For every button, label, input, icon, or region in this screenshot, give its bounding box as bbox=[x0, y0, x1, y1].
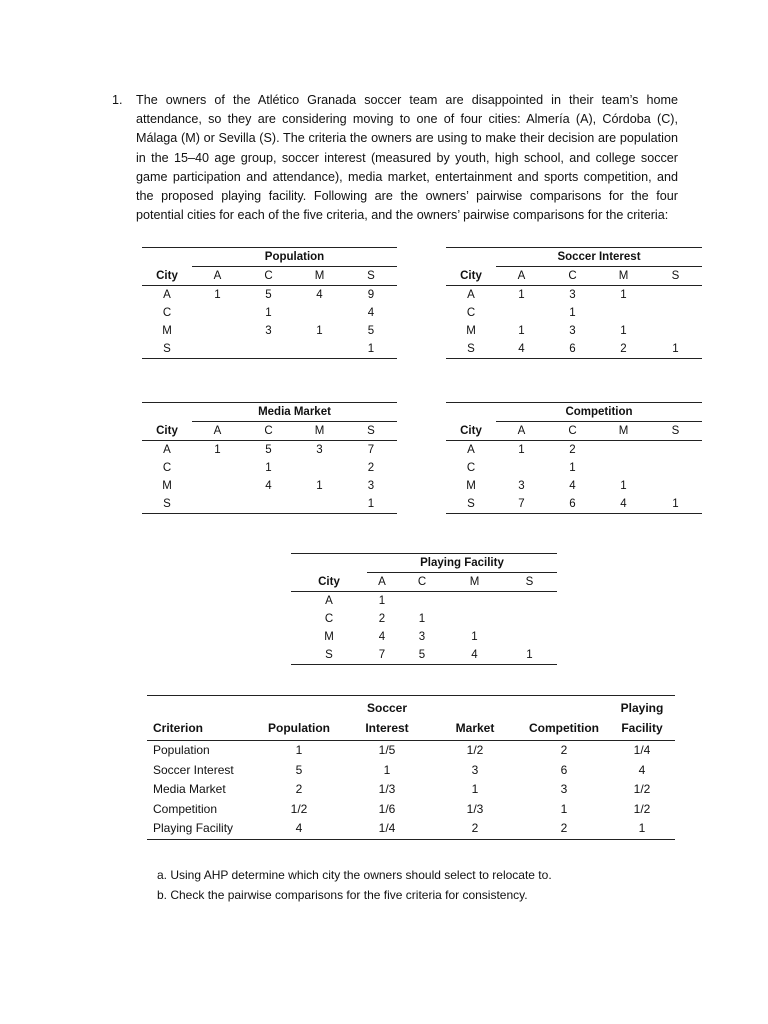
table-cell bbox=[502, 610, 557, 628]
column-header: M bbox=[598, 267, 649, 286]
table-cell: 5 bbox=[397, 646, 447, 665]
table-cell: 2 bbox=[431, 819, 519, 839]
row-city: M bbox=[466, 325, 476, 337]
table-row bbox=[446, 304, 702, 322]
table-cell: 3 bbox=[316, 444, 323, 456]
table-row bbox=[142, 340, 397, 359]
table-cell bbox=[192, 459, 243, 477]
table-cell bbox=[502, 628, 557, 646]
table-cell: 1 bbox=[560, 801, 568, 816]
row-criterion: Media Market bbox=[153, 782, 226, 796]
table-title: Competition bbox=[496, 403, 702, 422]
population-table bbox=[142, 247, 397, 359]
row-city: S bbox=[446, 495, 496, 514]
row-criterion: Population bbox=[153, 743, 210, 757]
table-cell: 2 bbox=[295, 782, 303, 796]
table-cell: 1/4 bbox=[343, 819, 431, 839]
table-row bbox=[147, 819, 675, 839]
table-cell: 9 bbox=[367, 289, 375, 301]
column-header: A bbox=[367, 573, 397, 592]
table-cell: 1/2 bbox=[633, 782, 651, 796]
column-header: C bbox=[243, 422, 294, 441]
table-cell: 4 bbox=[496, 340, 547, 359]
row-criterion: Playing Facility bbox=[147, 819, 255, 839]
table-cell: 1 bbox=[265, 307, 272, 319]
row-city: C bbox=[466, 462, 476, 474]
table-cell: 1/2 bbox=[290, 801, 308, 816]
table-cell: 3 bbox=[518, 480, 525, 492]
table-cell: 1 bbox=[418, 613, 426, 625]
column-header: Soccer Interest bbox=[343, 696, 431, 741]
row-city: M bbox=[162, 325, 172, 337]
problem-number: 1. bbox=[112, 93, 123, 107]
column-header: M bbox=[294, 422, 345, 441]
column-header: Market bbox=[431, 696, 519, 741]
table-cell: 3 bbox=[560, 782, 568, 796]
table-cell bbox=[502, 592, 557, 611]
table-row bbox=[147, 741, 675, 761]
table-row bbox=[142, 459, 397, 477]
table-cell: 1 bbox=[620, 289, 627, 301]
table-cell: 2 bbox=[378, 613, 386, 625]
row-city: C bbox=[162, 462, 172, 474]
table-title: Media Market bbox=[192, 403, 397, 422]
city-header: City bbox=[291, 573, 367, 592]
table-cell: 3 bbox=[471, 762, 479, 777]
question-b: b. Check the pairwise comparisons for the five criteria for consistency. bbox=[157, 888, 528, 902]
table-cell: 1/3 bbox=[466, 801, 484, 816]
table-cell bbox=[294, 459, 345, 477]
city-header: City bbox=[142, 422, 192, 441]
table-cell: 7 bbox=[367, 646, 397, 665]
table-title: Population bbox=[192, 248, 397, 267]
table-row bbox=[147, 761, 675, 781]
table-cell bbox=[649, 459, 702, 477]
row-city: M bbox=[162, 480, 172, 492]
row-city: A bbox=[163, 289, 171, 301]
table-cell bbox=[294, 495, 345, 514]
table-cell: 1 bbox=[378, 595, 386, 607]
table-row bbox=[142, 286, 397, 305]
column-header: A bbox=[496, 422, 547, 441]
table-cell: 1 bbox=[518, 289, 525, 301]
table-cell bbox=[243, 495, 294, 514]
table-cell bbox=[192, 477, 243, 495]
column-header: M bbox=[598, 422, 649, 441]
table-cell bbox=[649, 477, 702, 495]
table-cell: 4 bbox=[569, 480, 576, 492]
table-cell: 3 bbox=[418, 631, 426, 643]
column-header: S bbox=[345, 422, 397, 441]
table-cell: 1 bbox=[609, 819, 675, 839]
table-cell: 6 bbox=[547, 340, 598, 359]
row-city: C bbox=[466, 307, 476, 319]
table-cell: 4 bbox=[367, 307, 375, 319]
table-cell bbox=[598, 441, 649, 460]
table-cell: 3 bbox=[265, 325, 272, 337]
questions bbox=[157, 865, 552, 905]
table-cell: 4 bbox=[378, 631, 386, 643]
playing-facility-table bbox=[291, 553, 557, 665]
row-city: C bbox=[324, 613, 334, 625]
table-cell: 1 bbox=[345, 495, 397, 514]
table-cell: 2 bbox=[598, 340, 649, 359]
table-cell: 1 bbox=[518, 325, 525, 337]
table-cell: 1 bbox=[214, 289, 221, 301]
column-header: M bbox=[294, 267, 345, 286]
problem-text: The owners of the Atlético Granada soccer team are disappointed in their team’s home attendance, so they are considering moving to one of four cities: Almería (A), Córdoba (C), Málaga (M) or Sevilla (S). The criteria the owners are using to make their decision are population in the 15–40 age group, soccer interest (measured by youth, high school, and college soccer game participation and attendance), media market, entertainment and sports competition, and the proposed playing facility. Following are the owners’ pairwise comparisons for the four potential cities for each of the five criteria, and the owners’ pairwise comparisons for the criteria: bbox=[136, 93, 678, 223]
table-cell: 4 bbox=[255, 819, 343, 839]
table-row bbox=[142, 477, 397, 495]
column-header: Population bbox=[255, 696, 343, 741]
city-header: City bbox=[446, 422, 496, 441]
row-city: A bbox=[467, 289, 475, 301]
table-cell: 5 bbox=[265, 444, 272, 456]
table-row bbox=[291, 592, 557, 611]
media-market-table bbox=[142, 402, 397, 514]
table-row bbox=[291, 646, 557, 665]
table-cell bbox=[243, 340, 294, 359]
table-row bbox=[446, 441, 702, 460]
table-cell bbox=[496, 304, 547, 322]
column-header: A bbox=[192, 267, 243, 286]
table-cell bbox=[294, 304, 345, 322]
column-header: C bbox=[243, 267, 294, 286]
table-cell bbox=[649, 441, 702, 460]
table-row bbox=[142, 495, 397, 514]
table-cell: 1 bbox=[295, 743, 303, 757]
table-row bbox=[446, 340, 702, 359]
table-row bbox=[291, 628, 557, 646]
column-header: S bbox=[345, 267, 397, 286]
table-cell: 1 bbox=[569, 307, 576, 319]
table-cell: 1 bbox=[620, 480, 627, 492]
row-city: S bbox=[291, 646, 367, 665]
table-row bbox=[142, 322, 397, 340]
table-cell: 4 bbox=[638, 762, 646, 777]
table-cell: 1/6 bbox=[378, 801, 396, 816]
row-city: M bbox=[466, 480, 476, 492]
table-cell: 1 bbox=[383, 762, 391, 777]
table-cell: 1/3 bbox=[378, 782, 396, 796]
column-header: Playing Facility bbox=[609, 696, 675, 741]
table-cell: 1 bbox=[316, 325, 323, 337]
table-row bbox=[142, 441, 397, 460]
table-row bbox=[147, 780, 675, 800]
table-cell bbox=[649, 322, 702, 340]
table-cell: 1 bbox=[502, 646, 557, 665]
table-row bbox=[147, 800, 675, 820]
row-city: C bbox=[162, 307, 172, 319]
column-header: A bbox=[496, 267, 547, 286]
table-title: Playing Facility bbox=[367, 554, 557, 573]
table-cell bbox=[294, 340, 345, 359]
table-cell: 1/4 bbox=[633, 743, 651, 757]
table-cell: 2 bbox=[569, 444, 576, 456]
table-cell: 4 bbox=[598, 495, 649, 514]
table-cell bbox=[447, 610, 502, 628]
row-city: S bbox=[446, 340, 496, 359]
table-cell: 7 bbox=[367, 444, 375, 456]
table-cell: 5 bbox=[367, 325, 375, 337]
column-header: S bbox=[649, 267, 702, 286]
table-cell: 1 bbox=[214, 444, 221, 456]
problem-statement bbox=[112, 91, 678, 225]
table-cell: 7 bbox=[496, 495, 547, 514]
table-cell: 3 bbox=[569, 325, 576, 337]
soccer-interest-table bbox=[446, 247, 702, 359]
table-cell: 1/2 bbox=[633, 801, 651, 816]
row-city: A bbox=[467, 444, 475, 456]
table-cell: 1 bbox=[649, 495, 702, 514]
table-cell bbox=[192, 304, 243, 322]
column-header: C bbox=[397, 573, 447, 592]
table-cell: 1 bbox=[316, 480, 323, 492]
table-cell: 1 bbox=[649, 340, 702, 359]
column-header: C bbox=[547, 267, 598, 286]
table-row bbox=[446, 322, 702, 340]
column-header: Competition bbox=[519, 696, 609, 741]
city-header: City bbox=[446, 267, 496, 286]
column-header: A bbox=[192, 422, 243, 441]
table-row bbox=[446, 477, 702, 495]
city-header: City bbox=[142, 267, 192, 286]
column-header: S bbox=[649, 422, 702, 441]
criterion-header: Criterion bbox=[147, 696, 255, 741]
table-cell: 1 bbox=[518, 444, 525, 456]
table-row bbox=[446, 495, 702, 514]
row-city: M bbox=[324, 631, 334, 643]
table-title: Soccer Interest bbox=[496, 248, 702, 267]
table-cell: 2 bbox=[367, 462, 375, 474]
table-cell: 4 bbox=[316, 289, 323, 301]
row-criterion: Soccer Interest bbox=[153, 762, 234, 777]
table-cell bbox=[192, 322, 243, 340]
table-cell: 3 bbox=[367, 480, 375, 492]
table-cell: 1/5 bbox=[378, 743, 396, 757]
row-criterion: Competition bbox=[153, 801, 218, 816]
table-cell: 1 bbox=[471, 631, 478, 643]
table-cell: 6 bbox=[560, 762, 568, 777]
table-cell: 1 bbox=[569, 462, 576, 474]
table-cell bbox=[192, 340, 243, 359]
table-cell: 1 bbox=[471, 782, 479, 796]
table-cell: 1/2 bbox=[466, 743, 484, 757]
table-cell bbox=[598, 304, 649, 322]
table-cell: 5 bbox=[265, 289, 272, 301]
table-cell: 2 bbox=[560, 743, 568, 757]
table-row bbox=[291, 610, 557, 628]
table-cell bbox=[447, 592, 502, 611]
table-row bbox=[446, 286, 702, 305]
row-city: S bbox=[142, 495, 192, 514]
row-city: S bbox=[142, 340, 192, 359]
table-cell: 3 bbox=[569, 289, 576, 301]
column-header: S bbox=[502, 573, 557, 592]
column-header: C bbox=[547, 422, 598, 441]
question-a: a. Using AHP determine which city the owners should select to relocate to. bbox=[157, 868, 552, 882]
table-cell: 6 bbox=[547, 495, 598, 514]
table-cell: 4 bbox=[265, 480, 272, 492]
column-header: M bbox=[447, 573, 502, 592]
table-cell: 1 bbox=[620, 325, 627, 337]
table-cell bbox=[192, 495, 243, 514]
row-city: A bbox=[163, 444, 171, 456]
table-cell bbox=[649, 304, 702, 322]
table-cell: 1 bbox=[345, 340, 397, 359]
table-cell: 2 bbox=[519, 819, 609, 839]
table-cell: 4 bbox=[447, 646, 502, 665]
table-row bbox=[142, 304, 397, 322]
table-cell bbox=[598, 459, 649, 477]
table-row bbox=[446, 459, 702, 477]
table-cell bbox=[397, 592, 447, 611]
competition-table bbox=[446, 402, 702, 514]
criteria-table bbox=[147, 695, 675, 840]
table-cell bbox=[496, 459, 547, 477]
table-cell: 5 bbox=[295, 762, 303, 777]
table-cell bbox=[649, 286, 702, 305]
row-city: A bbox=[325, 595, 333, 607]
table-cell: 1 bbox=[265, 462, 272, 474]
